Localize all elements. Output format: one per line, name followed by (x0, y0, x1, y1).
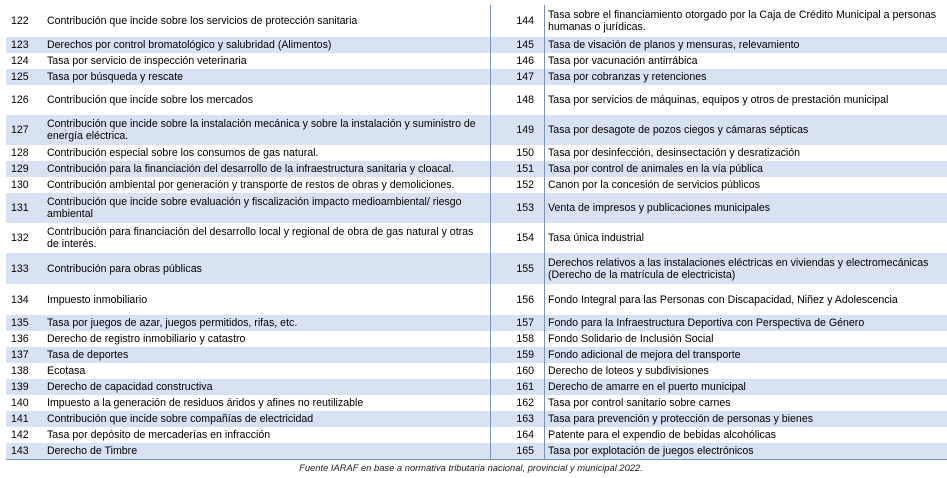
tax-code-right: 155 (491, 253, 545, 284)
tax-name-right: Tasa por control de animales en la vía pública (545, 161, 947, 177)
table-row (6, 443, 947, 459)
tax-code-left: 132 (11, 232, 29, 244)
tax-name-right: Derecho de loteos y subdivisiones (545, 363, 947, 379)
table-row (6, 53, 947, 69)
tax-name-right: Tasa por explotación de juegos electrónicos (545, 443, 947, 459)
tax-name-left: Tasa por depósito de mercaderías en infracción (47, 429, 271, 441)
table-row (6, 37, 947, 53)
tax-name-left: Impuesto inmobiliario (47, 293, 148, 306)
tax-code-right: 147 (491, 69, 545, 85)
tax-name-right: Derechos relativos a las instalaciones eléctricas en viviendas y electromecánicas (Derecho de la matrícula de electricista) (545, 253, 947, 284)
tax-table (6, 5, 947, 460)
tax-code-right: 164 (491, 427, 545, 443)
tax-name-left: Contribución que incide sobre los servicios de protección sanitaria (47, 15, 358, 27)
table-row (6, 395, 947, 411)
tax-code-right: 162 (491, 395, 545, 411)
tax-name-left: Derecho de capacidad constructiva (44, 379, 491, 395)
tax-code-left: 129 (6, 161, 44, 177)
tax-code-left: 140 (11, 397, 29, 409)
tax-name-right: Derecho de amarre en el puerto municipal (545, 379, 947, 395)
tax-name-left: Contribución para financiación del desarrollo local y regional de obra de gas natural y otras de interés. (47, 226, 474, 250)
tax-name-left: Contribución para obras públicas (44, 253, 491, 284)
tax-code-left: 123 (6, 37, 44, 53)
tax-name-right: Tasa por vacunación antirrábica (545, 53, 947, 69)
tax-name-left: Ecotasa (47, 365, 86, 377)
tax-code-left: 136 (11, 333, 29, 345)
tax-name-left: Derecho de Timbre (44, 443, 491, 459)
tax-code-right: 161 (491, 379, 545, 395)
tax-name-right: Tasa por servicios de máquinas, equipos y otros de prestación municipal (545, 85, 947, 115)
tax-code-left: 134 (11, 293, 29, 306)
tax-name-right: Fondo Solidario de Inclusión Social (545, 331, 947, 347)
table-row (6, 253, 947, 284)
tax-name-left: Contribución que incide sobre la instalación mecánica y sobre la instalación y suministro de energía eléctrica. (44, 115, 491, 145)
tax-code-right: 145 (491, 37, 545, 53)
tax-name-right: Tasa por desagote de pozos ciegos y cámaras sépticas (545, 115, 947, 145)
tax-name-right: Venta de impresos y publicaciones municipales (545, 193, 947, 223)
table-row (6, 427, 947, 443)
tax-code-right: 158 (491, 331, 545, 347)
tax-code-right: 153 (491, 193, 545, 223)
table-row (6, 347, 947, 363)
tax-name-left: Tasa por búsqueda y rescate (44, 69, 491, 85)
tax-name-right: Tasa por desinfección, desinsectación y desratización (545, 145, 947, 161)
table-row (6, 115, 947, 145)
tax-code-left: 122 (11, 15, 29, 27)
document-figure (6, 5, 936, 473)
tax-name-left: Impuesto a la generación de residuos áridos y afines no reutilizable (47, 397, 364, 409)
tax-name-left: Contribución especial sobre los consumos de gas natural. (47, 147, 319, 159)
tax-name-right: Tasa por control sanitario sobre carnes (545, 395, 947, 411)
tax-name-right: Fondo Integral para las Personas con Discapacidad, Niñez y Adolescencia (545, 284, 947, 315)
table-row (6, 223, 947, 253)
tax-code-right: 163 (491, 411, 545, 427)
tax-name-left: Contribución que incide sobre evaluación y fiscalización impacto medioambiental/ riesgo ambiental (44, 193, 491, 223)
tax-name-left: Contribución que incide sobre compañías de electricidad (44, 411, 491, 427)
tax-code-right: 148 (491, 85, 545, 115)
table-row (6, 284, 947, 315)
tax-code-left: 138 (11, 365, 29, 377)
tax-code-left: 141 (6, 411, 44, 427)
tax-code-left: 127 (6, 115, 44, 145)
tax-code-right: 151 (491, 161, 545, 177)
table-row (6, 5, 947, 37)
tax-name-left: Tasa de deportes (44, 347, 491, 363)
tax-name-right: Patente para el expendio de bebidas alcohólicas (545, 427, 947, 443)
tax-code-right: 150 (491, 145, 545, 161)
tax-code-left: 128 (11, 147, 29, 159)
tax-name-left: Tasa por juegos de azar, juegos permitidos, rifas, etc. (44, 315, 491, 331)
tax-code-left: 142 (11, 429, 29, 441)
tax-code-left: 139 (6, 379, 44, 395)
tax-code-right: 165 (491, 443, 545, 459)
tax-code-left: 135 (6, 315, 44, 331)
tax-name-left: Contribución que incide sobre los mercados (47, 94, 254, 106)
tax-code-left: 126 (11, 94, 29, 106)
source-caption: Fuente IARAF en base a normativa tributaria nacional, provincial y municipal 2022. (299, 461, 643, 473)
tax-code-left: 133 (6, 253, 44, 284)
table-row (6, 85, 947, 115)
tax-name-right: Fondo adicional de mejora del transporte (545, 347, 947, 363)
tax-name-left: Tasa por servicio de inspección veterinaria (47, 55, 247, 67)
tax-name-right: Tasa única industrial (545, 223, 947, 253)
table-row (6, 177, 947, 193)
tax-code-left: 125 (6, 69, 44, 85)
tax-name-right: Canon por la concesión de servicios públicos (545, 177, 947, 193)
tax-name-left: Derecho de registro inmobiliario y catastro (47, 333, 246, 345)
tax-name-right: Tasa sobre el financiamiento otorgado por la Caja de Crédito Municipal a personas humanas o jurídicas. (545, 5, 947, 37)
tax-code-right: 144 (491, 5, 545, 37)
tax-name-left: Derechos por control bromatológico y salubridad (Alimentos) (44, 37, 491, 53)
tax-name-right: Tasa de visación de planos y mensuras, relevamiento (545, 37, 947, 53)
table-row (6, 379, 947, 395)
table-row (6, 145, 947, 161)
tax-code-right: 152 (491, 177, 545, 193)
table-row (6, 193, 947, 223)
table-row (6, 315, 947, 331)
tax-code-right: 146 (491, 53, 545, 69)
tax-code-right: 154 (491, 223, 545, 253)
tax-name-right: Fondo para la Infraestructura Deportiva con Perspectiva de Género (545, 315, 947, 331)
table-row (6, 331, 947, 347)
tax-name-right: Tasa para prevención y protección de personas y bienes (545, 411, 947, 427)
table-row (6, 411, 947, 427)
table-row (6, 161, 947, 177)
tax-code-right: 156 (491, 284, 545, 315)
tax-code-left: 131 (6, 193, 44, 223)
table-row (6, 363, 947, 379)
tax-code-right: 159 (491, 347, 545, 363)
tax-code-right: 160 (491, 363, 545, 379)
tax-code-left: 124 (11, 55, 29, 67)
tax-name-left: Contribución ambiental por generación y transporte de restos de obras y demoliciones. (47, 179, 455, 191)
tax-code-left: 143 (6, 443, 44, 459)
tax-code-right: 157 (491, 315, 545, 331)
table-row (6, 69, 947, 85)
tax-code-right: 149 (491, 115, 545, 145)
tax-code-left: 137 (6, 347, 44, 363)
tax-code-left: 130 (11, 179, 29, 191)
tax-table-body (6, 5, 947, 459)
tax-name-left: Contribución para la financiación del desarrollo de la infraestructura sanitaria y cloacal. (44, 161, 491, 177)
tax-name-right: Tasa por cobranzas y retenciones (545, 69, 947, 85)
